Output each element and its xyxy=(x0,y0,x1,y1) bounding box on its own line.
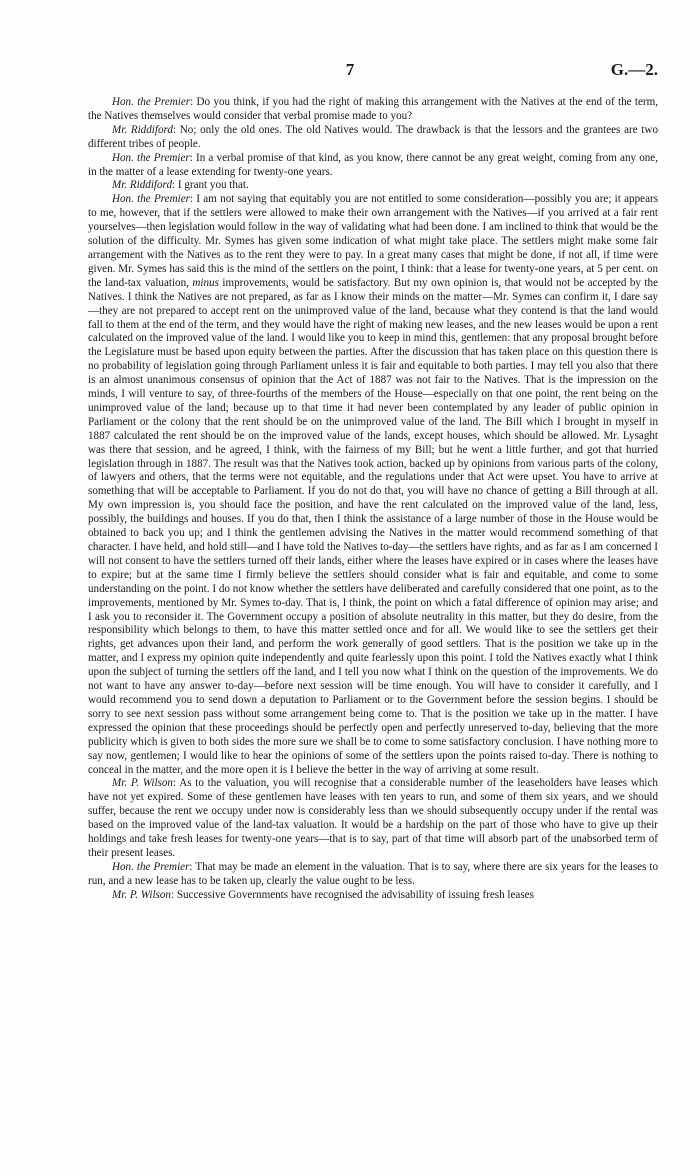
paragraph-text: Successive Governments have recognised the advisability of issuing fresh leases xyxy=(176,888,534,901)
paragraph: Mr. P. Wilson: As to the valuation, you will recognise that a considerable number of the leaseholders have leases which have not yet expired. Some of these gentlemen have leases with ten years to run, and some of them six years, and we should suffer, because the rent we occupy under now is considerably less than we should subsequently occupy under if the rental was based on the improved value of the land-tax valuation. It would be a hardship on the part of those who have to give up their holdings and take fresh leases for twenty-one years—that is to say, part of that time will absorb part of the unabsorbed term of their present leases. xyxy=(88,777,658,859)
paragraph: Hon. the Premier: In a verbal promise of that kind, as you know, there cannot be any great weight, coming from any one, in the matter of a lease extending for twenty-one years. xyxy=(88,151,659,178)
speaker-name: Hon. the Premier xyxy=(112,860,190,873)
paragraph: Mr. Riddiford: I grant you that. xyxy=(112,179,249,192)
paragraph-text: As to the valuation, you will recognise that a considerable number of the leaseholders have leases which have not yet expired. Some of these gentlemen have leases with ten years to run, and some of them six years, and we should suffer, because the rent we occupy under now is considerably less than we should subsequently occupy under if the rental was based on the improved value of the land-tax valuation. It would be a hardship on the part of those who have to give up their holdings and take fresh leases for twenty-one years—that is to say, part of that time will absorb part of the unabsorbed term of their present leases. xyxy=(88,777,658,859)
speaker-name: Hon. the Premier xyxy=(112,151,190,164)
paragraph-text: In a verbal promise of that kind, as you know, there cannot be any great weight, coming from any one, in the matter of a lease extending for twenty-one years. xyxy=(88,151,659,178)
speaker-name: Mr. P. Wilson xyxy=(112,777,173,790)
paragraph-text: I grant you that. xyxy=(177,179,249,192)
paragraph-text: Do you think, if you had the right of making this arrangement with the Natives at the end of the term, the Natives themselves would consider that verbal promise made to you? xyxy=(88,96,659,122)
document-code: G.—2. xyxy=(610,60,658,79)
speaker-name: Hon. the Premier xyxy=(112,193,190,206)
paragraph-text: I am not saying that equitably you are not entitled to some consideration—possibly you are; it appears to me, however, that if the settlers were allowed to make their own arrangement with the Natives—if you arrived at a fair rent yourselves—then legislation would follow in the way of validating what had been done. I am inclined to think that would be the solution of the difficulty. Mr. Symes has given some indication of what might take place. The settlers might make some fair arrangement with the Natives as to the rent they were to pay. In a great many cases that might be done, if not all, if time were given. Mr. Symes has said this is the mind of the settlers on the point, I think: that a lease for twenty-one years, at 5 per cent. on the land-tax valuation, xyxy=(88,193,659,289)
emphasis-text: minus xyxy=(192,276,219,289)
paragraph: Hon. the Premier: I am not saying that equitably you are not entitled to some consideration—possibly you are; it appears to me, however, that if the settlers were allowed to make their own arrangement with the Natives—if you arrived at a fair rent yourselves—then legislation would follow in the way of validating what had been done. I am inclined to think that would be the solution of the difficulty. Mr. Symes has given some indication of what might take place. The settlers might make some fair arrangement with the Natives as to the rent they were to pay. In a great many cases that might be done, if not all, if time were given. Mr. Symes has said this is the mind of the settlers on the point, I think: that a lease for twenty-one years, at 5 per cent. on the land-tax valuation, minus improvements, would be satisfactory. But my own opinion is, that would not be accepted by the Natives. I think the Natives are not prepared, as far as I know their minds on the matter—Mr. Symes can confirm it, I dare say—they are not prepared to accept rent on the unimproved value of the land, because what they contend is that the land would fall to them at the end of the term, and they would have the right of making new leases, and the new leases would be upon a rent calculated on the improved value of the land. I would like you to keep in mind this, gentlemen: that any proposal brought before the Legislature must be based upon equity between the parties. After the discussion that has taken place on this question there is no probability of legislation going through Parliament unless it is fair and equitable to both parties. I may tell you also that there is an almost unanimous consensus of opinion that the Act of 1887 was not fair to the Natives. That is the impression on the minds, I will venture to say, of three-fourths of the members of the House—especially on that one point, the rent being on the unimproved value of the land; because up to that time it had never been contemplated by any leader of public opinion in Parliament or the colony that the rent should be on the unimproved value of the land. The Bill which I brought in myself in 1887 calculated the rent should be on the improved value of the lands, except houses, which should be allowed. Mr. Lysaght was there that session, and he agreed, I think, with the fairness of my Bill; but he went a little further, and got that hurried legislation through in 1887. The result was that the Natives took action, backed up by opinions from various parts of the colony, of lawyers and others, that the terms were not equitable, and the regulations under that Act were upset. You have to arrive at something that will be acceptable to Parliament. If you do not do that, you will have no chance of getting a Bill through at all. My own impression is, you should face the position, and have the rent calculated on the improved value of the land, less, possibly, the buildings and houses. If you do that, then I think the assistance of a large number of those in the House would be obtained to back you up; and I think the gentlemen advising the Natives in the matter would recommend something of that character. I have held, and hold still—and I have told the Natives to-day—the settlers have rights, and as far as I am concerned I will not consent to have the settlers turned off their lands, either where the leases have expired or in cases where the leases have to expire; but at the same time I firmly believe the settlers should consider what is fair and equitable, and come to some understanding on the point. I do not know whether the settlers have deliberated and carefully considered that one point, as to the improvements, mentioned by Mr. Symes to-day. That is, I think, the point on which a fatal difference of opinion may arise; and I ask you to reconsider it. The Government occupy a position of absolute neutrality in this matter, but they do desire, from the responsibility which belongs to them, to have this matter settled once and for all. We would like to see the settlers get their rights, get advances upon their land, and perform the work generally of good settlers. That is the position we take up in the matter, and I express my opinion quite independently and quite fearlessly upon this point. I told the Natives exactly what I think upon the subject of turning the settlers off the land, and I tell you now what I think on the question of the improvements. We do not want to have any answer to-day—before next session will be time enough. You will have to consider it carefully, and I would recommend you to send down a deputation to Parliament or to the Government before the session begins. I should be sorry to see next session pass without some arrangement being come to. That is the position we take up in the matter. I have expressed the opinion that these proceedings should be perfectly open and perfectly unreserved to-day, believing that the more publicity which is given to both sides the more sure we shall be to come to some satisfactory conclusion. I have nothing more to say now, gentlemen; I would like to hear the opinions of some of the settlers upon the points raised to-day. There is nothing to conceal in the matter, and the more open it is I believe the better in the way of arriving at some result. xyxy=(88,193,659,776)
paragraph-text: No; only the old ones. The old Natives would. The drawback is that the lessors and the grantees are two different tribes of people. xyxy=(88,123,658,150)
paragraph: Hon. the Premier: That may be made an element in the valuation. That is to say, where there are six years for the leases to run, and a new lease has to be taken up, clearly the value ought to be less. xyxy=(88,860,659,887)
speaker-name: Hon. the Premier xyxy=(112,96,191,108)
speaker-name: Mr. Riddiford xyxy=(112,123,173,136)
speaker-name: Mr. Riddiford xyxy=(112,179,172,192)
paragraph-text-continued: improvements, would be satisfactory. But my own opinion is, that would not be accepted by the Natives. I think the Natives are not prepared, as far as I know their minds on the matter—Mr. Symes can confirm it, I dare say—they are not prepared to accept rent on the unimproved value of the land, because what they contend is that the land would fall to them at the end of the term, and they would have the right of making new leases, and the new leases would be upon a rent calculated on the improved value of the land. I would like you to keep in mind this, gentlemen: that any proposal brought before the Legislature must be based upon equity between the parties. After the discussion that has taken place on this question there is no probability of legislation going through Parliament unless it is fair and equitable to both parties. I may tell you also that there is an almost unanimous consensus of opinion that the Act of 1887 was not fair to the Natives. That is the impression on the minds, I will venture to say, of three-fourths of the members of the House—especially on that one point, the rent being on the unimproved value of the land; because up to that time it had never been contemplated by any leader of public opinion in Parliament or the colony that the rent should be on the unimproved value of the land. The Bill which I brought in myself in 1887 calculated the rent should be on the improved value of the lands, except houses, which should be allowed. Mr. Lysaght was there that session, and he agreed, I think, with the fairness of my Bill; but he went a little further, and got that hurried legislation through in 1887. The result was that the Natives took action, backed up by opinions from various parts of the colony, of lawyers and others, that the terms were not equitable, and the regulations under that Act were upset. You have to arrive at something that will be acceptable to Parliament. If you do not do that, you will have no chance of getting a Bill through at all. My own impression is, you should face the position, and have the rent calculated on the improved value of the land, less, possibly, the buildings and houses. If you do that, then I think the assistance of a large number of those in the House would be obtained to back you up; and I think the gentlemen advising the Natives in the matter would recommend something of that character. I have held, and hold still—and I have told the Natives to-day—the settlers have rights, and as far as I am concerned I will not consent to have the settlers turned off their lands, either where the leases have expired or in cases where the leases have to expire; but at the same time I firmly believe the settlers should consider what is fair and equitable, and come to some understanding on the point. I do not know whether the settlers have deliberated and carefully considered that one point, as to the improvements, mentioned by Mr. Symes to-day. That is, I think, the point on which a fatal difference of opinion may arise; and I ask you to reconsider it. The Government occupy a position of absolute neutrality in this matter, but they do desire, from the responsibility which belongs to them, to have this matter settled once and for all. We would like to see the settlers get their rights, get advances upon their land, and perform the work generally of good settlers. That is the position we take up in the matter, and I express my opinion quite independently and quite fearlessly upon this point. I told the Natives exactly what I think upon the subject of turning the settlers off the land, and I tell you now what I think on the question of the improvements. We do not want to have any answer to-day—before next session will be time enough. You will have to consider it carefully, and I would recommend you to send down a deputation to Parliament or to the Government before the session begins. I should be sorry to see next session pass without some arrangement being come to. That is the position we take up in the matter. I have expressed the opinion that these proceedings should be perfectly open and perfectly unreserved to-day, believing that the more publicity which is given to both sides the more sure we shall be to come to some satisfactory conclusion. I have nothing more to say now, gentlemen; I would like to hear the opinions of some of the settlers upon the points raised to-day. There is nothing to conceal in the matter, and the more open it is I believe the better in the way of arriving at some result. xyxy=(88,276,658,776)
page-number: 7 xyxy=(345,60,355,79)
paragraph: Mr. Riddiford: No; only the old ones. The old Natives would. The drawback is that the lessors and the grantees are two different tribes of people. xyxy=(88,123,658,150)
transcript-body xyxy=(88,96,658,903)
paragraph: Hon. the Premier: Do you think, if you had the right of making this arrangement with the Natives at the end of the term, the Natives themselves would consider that verbal promise made to you? xyxy=(88,96,659,122)
paragraph-text: That may be made an element in the valuation. That is to say, where there are six years for the leases to run, and a new lease has to be taken up, clearly the value ought to be less. xyxy=(88,860,659,887)
speaker-name: Mr. P. Wilson xyxy=(112,888,171,901)
paragraph: Mr. P. Wilson: Successive Governments have recognised the advisability of issuing fresh leases xyxy=(112,888,534,901)
